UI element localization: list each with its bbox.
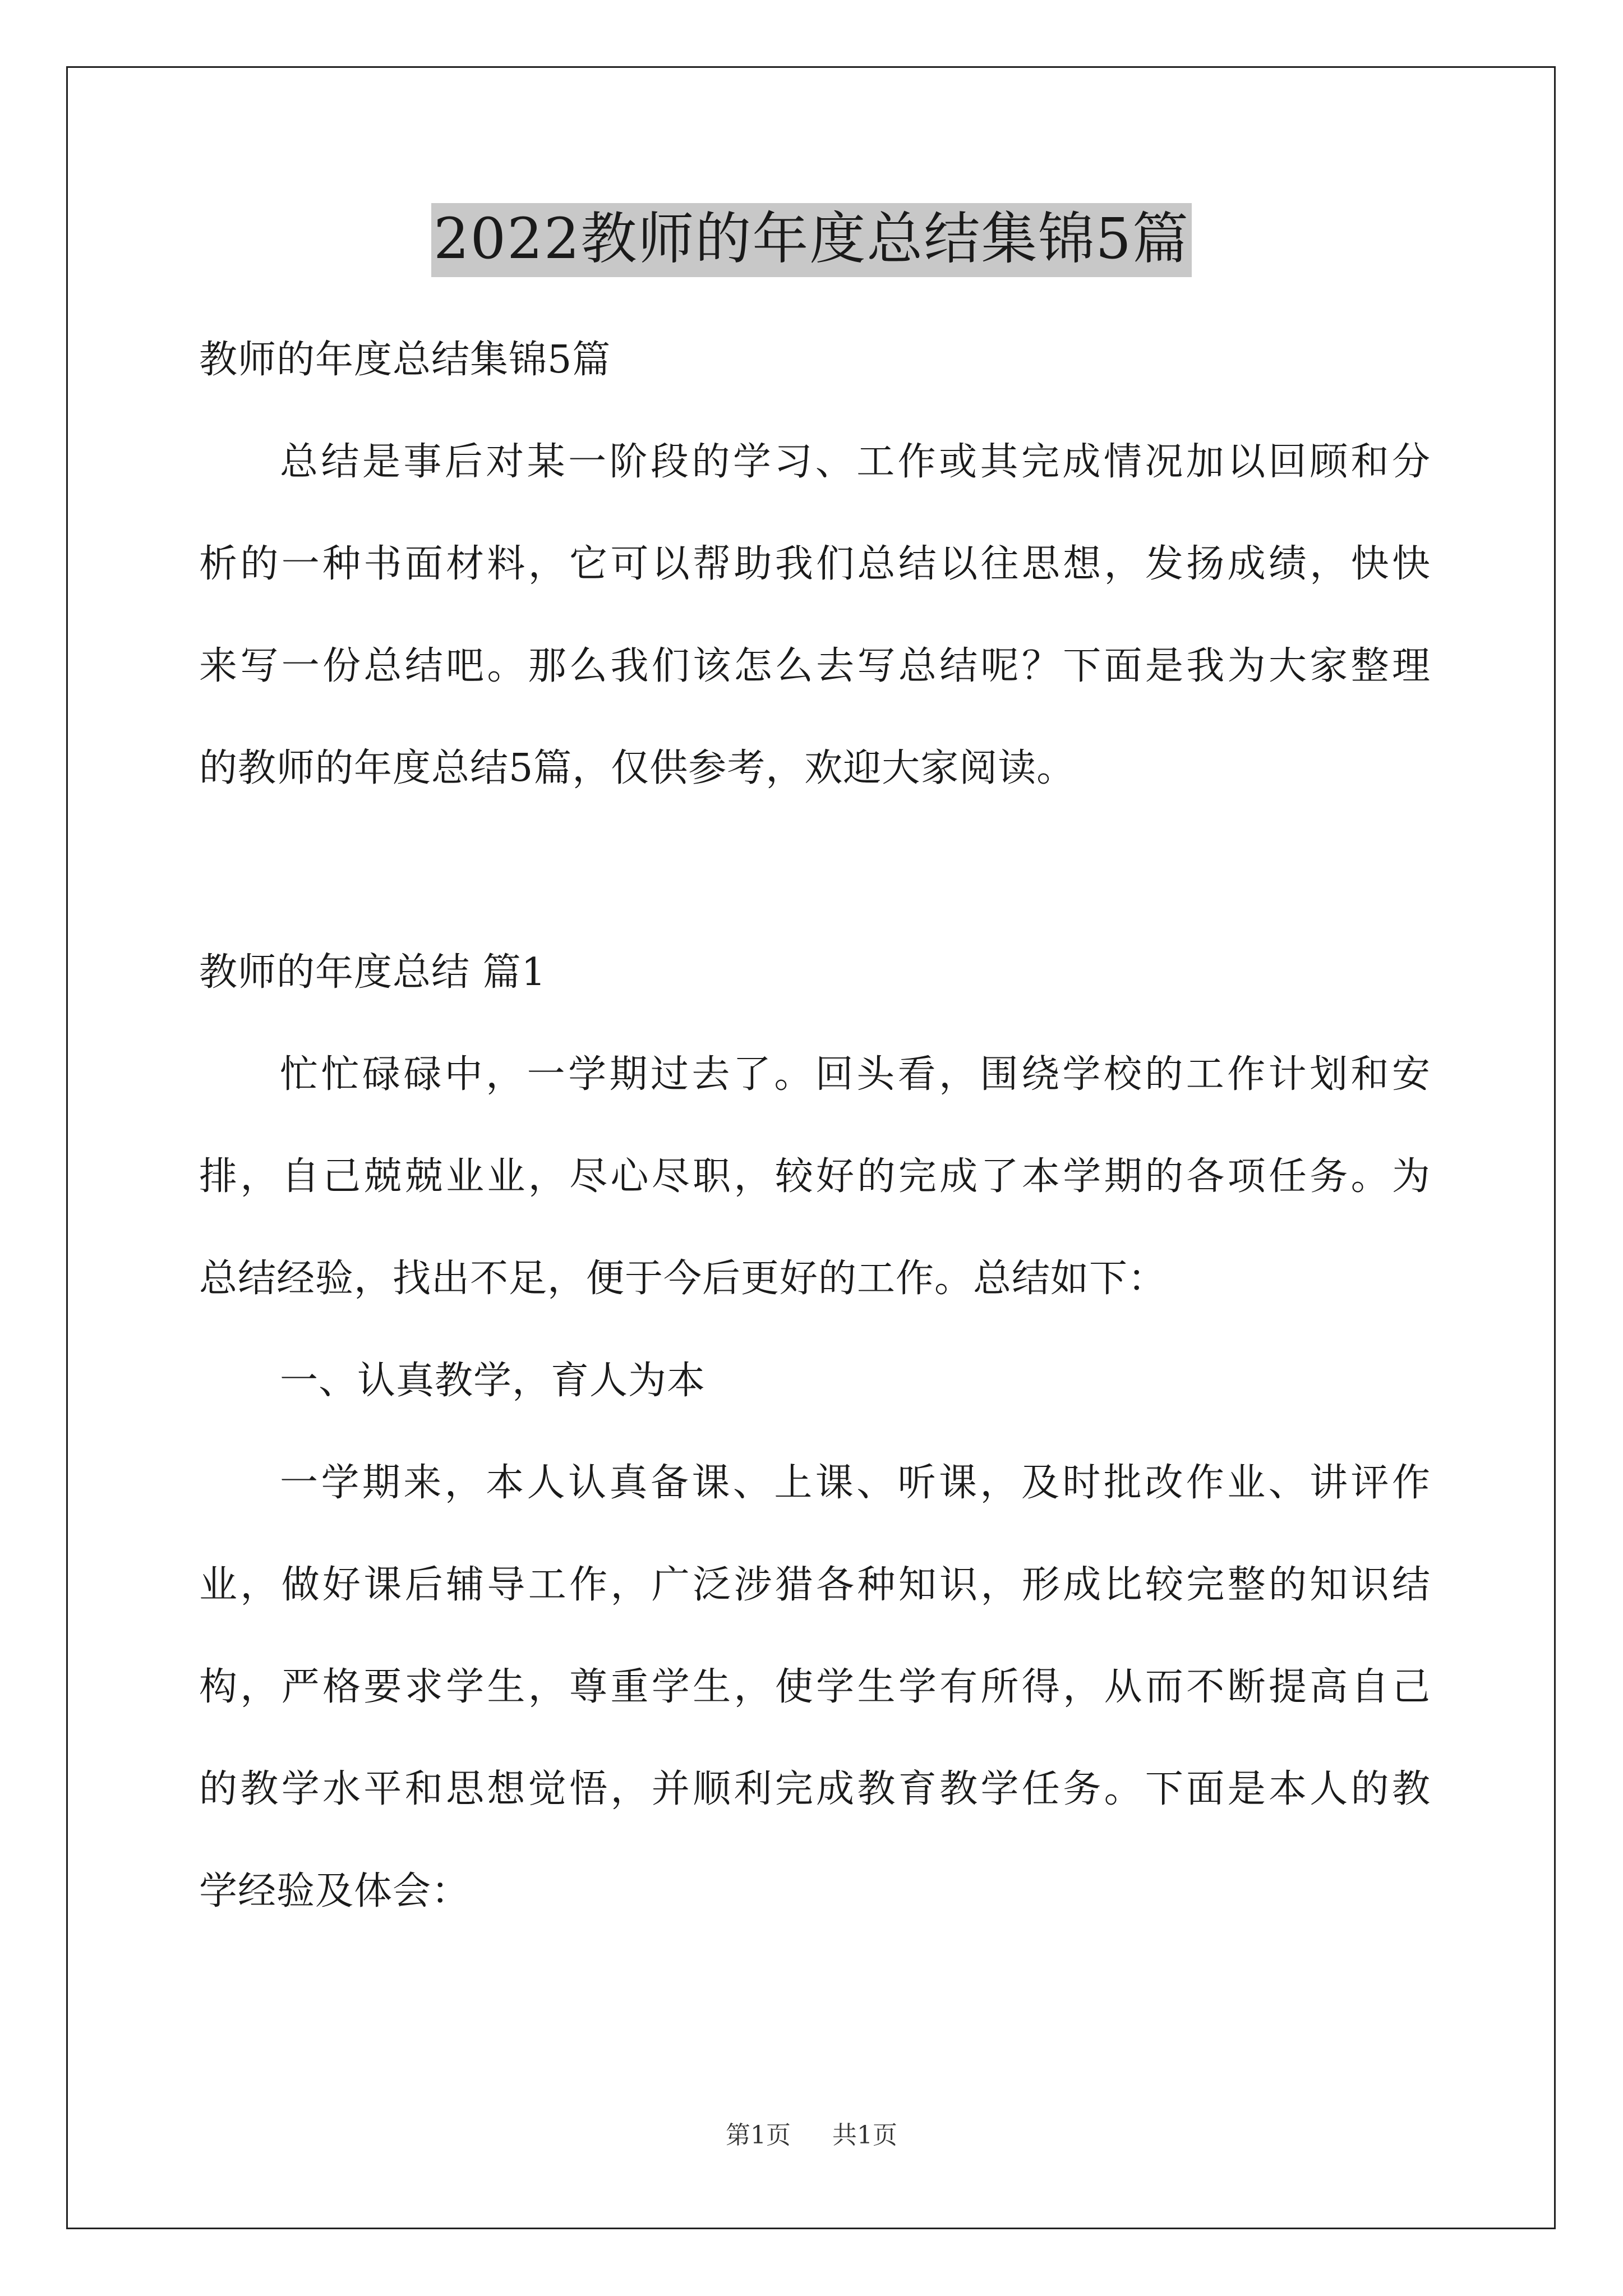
page-number: 第1页 <box>726 2121 791 2150</box>
paragraph-line: 总结是事后对某一阶段的学习、工作或其完成情况加以回顾和分 <box>280 440 1431 484</box>
paragraph-line: 忙忙碌碌中，一学期过去了。回头看，围绕学校的工作计划和安 <box>280 1052 1431 1097</box>
paragraph-line: 构，严格要求学生，尊重学生，使学生学有所得，从而不断提高自己 <box>199 1665 1431 1709</box>
section-paragraph <box>199 1024 1431 1330</box>
paragraph-line: 业，做好课后辅导工作，广泛涉猎各种知识，形成比较完整的知识结 <box>199 1563 1431 1607</box>
paragraph-line: 析的一种书面材料，它可以帮助我们总结以往思想，发扬成绩，快快 <box>199 542 1431 586</box>
paragraph-line: 学经验及体会： <box>199 1869 471 1913</box>
document-title <box>0 203 1623 277</box>
paragraph-line: 排，自己兢兢业业，尽心尽职，较好的完成了本学期的各项任务。为 <box>199 1154 1431 1199</box>
paragraph-line: 来写一份总结吧。那么我们该怎么去写总结呢？下面是我为大家整理 <box>199 644 1431 688</box>
paragraph-line: 的教师的年度总结5篇，仅供参考，欢迎大家阅读。 <box>199 746 1076 790</box>
section-heading: 教师的年度总结 篇1 <box>199 950 546 995</box>
subtitle: 教师的年度总结集锦5篇 <box>199 338 611 382</box>
paragraph-line: 总结经验，找出不足，便于今后更好的工作。总结如下： <box>199 1257 1167 1301</box>
paragraph-line: 的教学水平和思想觉悟，并顺利完成教育教学任务。下面是本人的教 <box>199 1767 1431 1811</box>
document-title-text: 2022教师的年度总结集锦5篇 <box>431 203 1192 277</box>
section-subheading: 一、认真教学，育人为本 <box>280 1359 706 1403</box>
spacer <box>199 820 1431 922</box>
paragraph-line: 一学期来，本人认真备课、上课、听课，及时批改作业、讲评作 <box>280 1461 1431 1505</box>
page-total: 共1页 <box>832 2121 897 2150</box>
document-body <box>199 309 1431 1943</box>
page-footer <box>0 2115 1623 2151</box>
section-paragraph <box>199 1432 1431 1943</box>
intro-paragraph <box>199 411 1431 820</box>
